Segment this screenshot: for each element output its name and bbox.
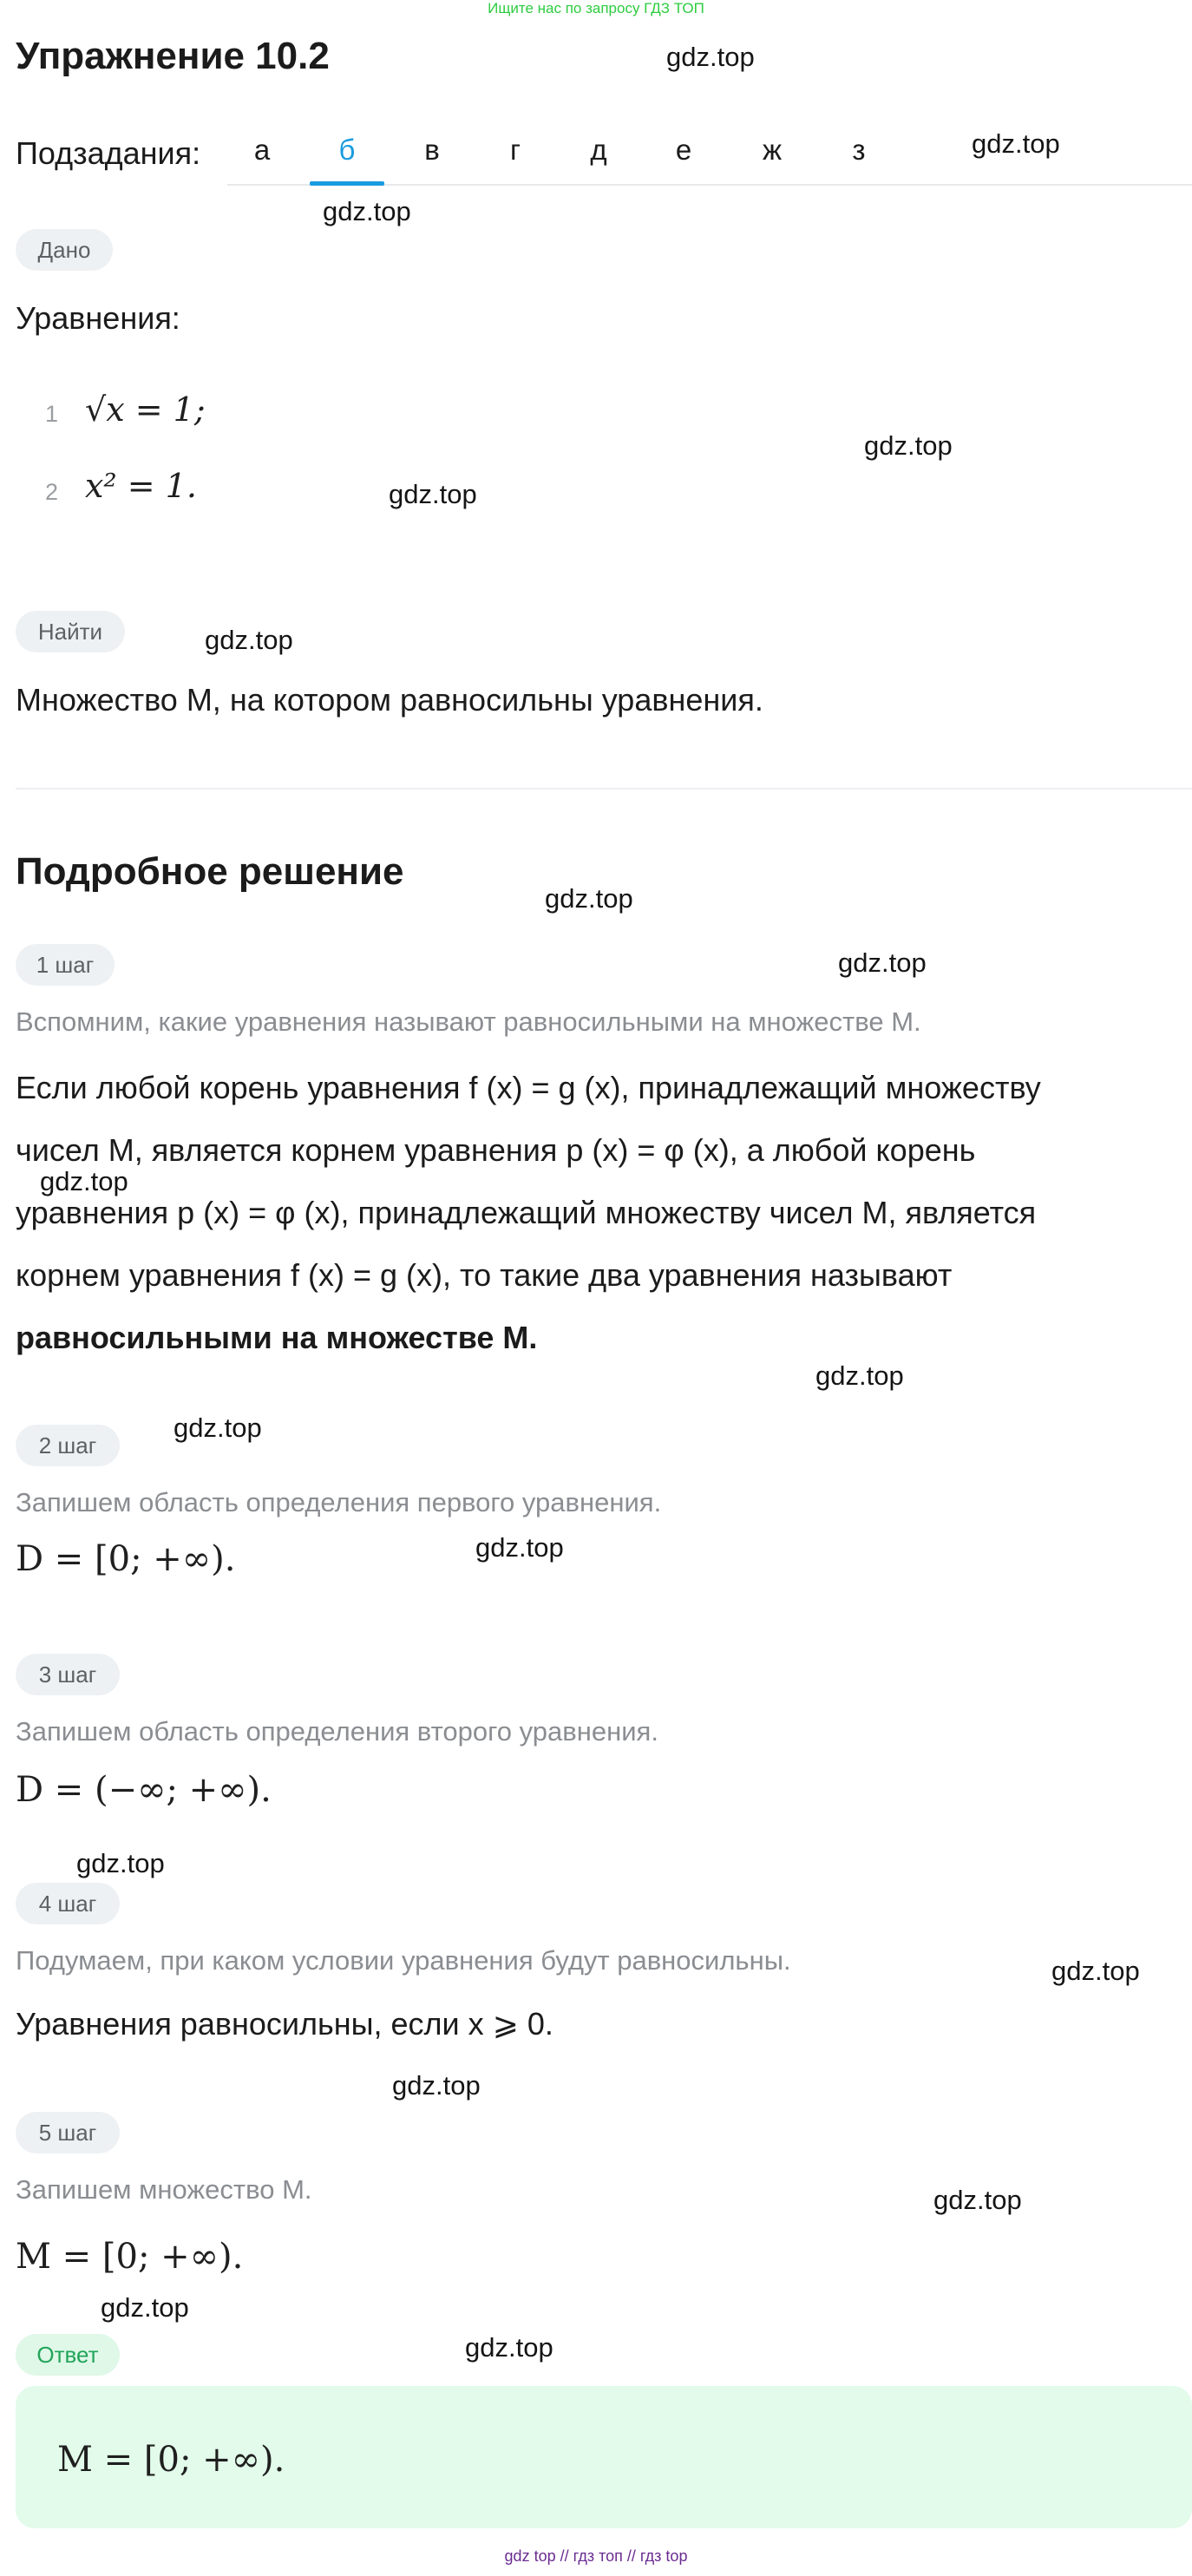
- find-text: Множество M, на котором равносильны уравнения.: [16, 682, 763, 718]
- equation-number: 2: [45, 479, 59, 505]
- watermark: gdz.top: [392, 2070, 481, 2101]
- watermark: gdz.top: [838, 947, 927, 978]
- watermark: gdz.top: [545, 883, 633, 914]
- tab-z[interactable]: з: [852, 134, 866, 166]
- step-3-result: D = (−∞; +∞).: [16, 1770, 272, 1810]
- tab-v[interactable]: в: [424, 134, 440, 166]
- tab-a[interactable]: а: [253, 134, 271, 166]
- definition-line: Если любой корень уравнения f (x) = g (x), принадлежащий множеству: [16, 1070, 1041, 1105]
- definition-line: корнем уравнения f (x) = g (x), то такие два уравнения называют: [16, 1257, 953, 1293]
- step-5-hint: Запишем множество M.: [16, 2174, 312, 2205]
- watermark: gdz.top: [972, 128, 1060, 159]
- solution-heading: Подробное решение: [16, 850, 404, 893]
- page-title: Упражнение 10.2: [16, 35, 330, 77]
- step-1-badge: 1 шаг: [16, 944, 115, 986]
- watermark: gdz.top: [864, 430, 953, 461]
- section-divider: [16, 788, 1192, 790]
- answer-badge: Ответ: [16, 2334, 120, 2376]
- tab-g[interactable]: г: [509, 134, 521, 166]
- step-1-definition: [16, 1057, 1178, 1369]
- given-badge: Дано: [16, 229, 113, 271]
- definition-line: чисел M, является корнем уравнения p (x) = φ (x), а любой корень: [16, 1132, 976, 1168]
- step-2-badge: 2 шаг: [16, 1425, 120, 1466]
- given-heading: Уравнения:: [16, 300, 180, 336]
- tab-zh[interactable]: ж: [762, 134, 783, 166]
- step-5-result: M = [0; +∞).: [16, 2237, 244, 2277]
- top-banner: Ищите нас по запросу ГДЗ ТОП: [488, 0, 704, 16]
- step-3-badge: 3 шаг: [16, 1654, 120, 1695]
- step-5-badge: 5 шаг: [16, 2112, 120, 2153]
- watermark: gdz.top: [323, 196, 411, 226]
- watermark: gdz.top: [76, 1848, 165, 1878]
- step-4-badge: 4 шаг: [16, 1883, 120, 1924]
- watermark: gdz.top: [475, 1532, 564, 1563]
- watermark: gdz.top: [666, 42, 755, 72]
- step-4-hint: Подумаем, при каком условии уравнения будут равносильны.: [16, 1945, 791, 1976]
- watermark: gdz.top: [389, 479, 477, 509]
- tab-e[interactable]: е: [675, 134, 692, 166]
- answer-value: M = [0; +∞).: [57, 2440, 285, 2480]
- definition-line-bold: равносильными на множестве M.: [16, 1320, 538, 1355]
- definition-line: уравнения p (x) = φ (x), принадлежащий множеству чисел M, является: [16, 1195, 1037, 1230]
- watermark: gdz.top: [101, 2292, 189, 2323]
- subtasks-label: Подзадания:: [16, 135, 201, 171]
- watermark: gdz.top: [174, 1413, 262, 1443]
- find-badge: Найти: [16, 611, 125, 652]
- watermark: gdz.top: [205, 625, 293, 655]
- footer-links[interactable]: gdz top // гдз топ // гдз top: [504, 2547, 688, 2565]
- tab-d[interactable]: д: [590, 134, 607, 166]
- step-2-hint: Запишем область определения первого уравнения.: [16, 1487, 662, 1517]
- watermark: gdz.top: [1051, 1956, 1140, 1986]
- equation-number: 1: [45, 401, 59, 427]
- active-tab-indicator: [310, 181, 384, 186]
- step-2-result: D = [0; +∞).: [16, 1539, 236, 1579]
- watermark: gdz.top: [40, 1166, 128, 1196]
- watermark: gdz.top: [933, 2185, 1022, 2215]
- step-1-hint: Вспомним, какие уравнения называют равносильными на множестве M.: [16, 1006, 921, 1037]
- tab-b[interactable]: б: [338, 134, 356, 166]
- equation-2: x² = 1.: [85, 467, 197, 505]
- equation-1: √x = 1;: [85, 390, 206, 429]
- step-4-result: Уравнения равносильны, если x ⩾ 0.: [16, 2006, 553, 2042]
- step-3-hint: Запишем область определения второго уравнения.: [16, 1716, 658, 1747]
- watermark: gdz.top: [465, 2332, 553, 2363]
- watermark: gdz.top: [815, 1360, 904, 1391]
